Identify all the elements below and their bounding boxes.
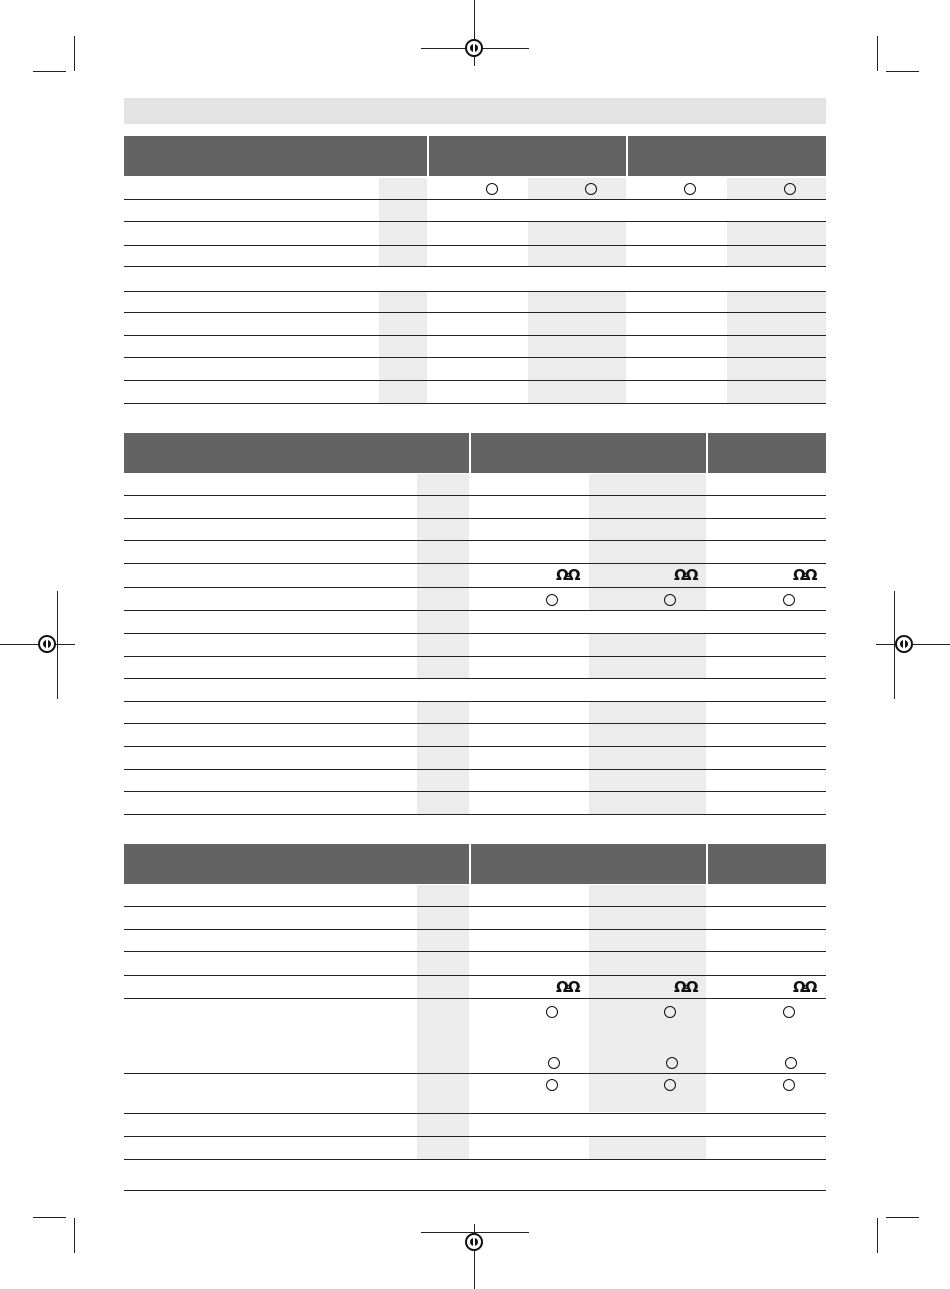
double-omega-glyph: ΩΩ [793, 978, 817, 996]
open-circle-icon [783, 1006, 795, 1018]
table-row [124, 312, 826, 313]
crop-mark-top-left-v [74, 36, 75, 71]
table-2-shaded-column [589, 702, 706, 814]
open-circle-icon [666, 1057, 678, 1069]
open-circle-icon [783, 1079, 795, 1091]
table-row [124, 1159, 826, 1160]
open-circle-icon [664, 1006, 676, 1018]
crop-mark-bottom-right-v [877, 1218, 878, 1253]
table-row [124, 929, 826, 930]
table-1-unit-column [379, 200, 427, 266]
open-circle-icon [783, 594, 795, 606]
table-row [124, 403, 826, 404]
table-row [124, 998, 826, 999]
open-circle-icon [585, 183, 597, 195]
table-row [124, 678, 826, 679]
table-row [124, 335, 826, 336]
table-row [124, 656, 826, 657]
open-circle-icon [785, 1057, 797, 1069]
table-row [124, 221, 826, 222]
table-row [124, 1190, 826, 1191]
crop-mark-left-center [57, 591, 58, 699]
table-3-header-divider [469, 844, 471, 884]
table-2-header-divider [469, 433, 471, 473]
page-title-bar [124, 98, 826, 124]
open-circle-icon [546, 1079, 558, 1091]
table-row [124, 975, 826, 976]
open-circle-icon [546, 1006, 558, 1018]
registration-mark-icon [38, 635, 56, 653]
table-row [124, 495, 826, 496]
table-row [124, 291, 826, 292]
table-row [124, 199, 826, 200]
double-omega-glyph: ΩΩ [674, 978, 698, 996]
double-omega-icon [556, 568, 580, 583]
table-row [124, 814, 826, 815]
double-omega-glyph: ΩΩ [674, 566, 698, 584]
table-3-shaded-column [589, 1137, 706, 1159]
table-row [124, 380, 826, 381]
crop-mark-right-center-h [876, 644, 950, 645]
open-circle-icon [784, 183, 796, 195]
table-1-shaded-column [528, 222, 626, 266]
crop-mark-top-right-v [877, 36, 878, 71]
table-2-unit-column [417, 702, 469, 814]
registration-mark-icon [465, 1233, 483, 1251]
table-2-header [124, 433, 826, 473]
crop-mark-bottom-left-v [74, 1218, 75, 1253]
open-circle-icon [664, 1079, 676, 1091]
double-omega-icon [674, 980, 698, 995]
table-1-shaded-column [528, 292, 626, 403]
table-row [124, 701, 826, 702]
table-3-header [124, 844, 826, 884]
table-3-header-divider [706, 844, 708, 884]
table-row [124, 951, 826, 952]
table-row [124, 1073, 826, 1074]
table-1-unit-column [379, 292, 427, 403]
table-2-unit-column [417, 474, 469, 679]
registration-mark-icon [465, 39, 483, 57]
table-1-shaded-column [528, 178, 626, 199]
open-circle-icon [548, 1057, 560, 1069]
table-row [124, 1113, 826, 1114]
table-row [124, 587, 826, 588]
table-row [124, 1136, 826, 1137]
table-1-shaded-column [727, 292, 826, 403]
table-row [124, 610, 826, 611]
table-row [124, 563, 826, 564]
open-circle-icon [486, 183, 498, 195]
double-omega-icon [674, 568, 698, 583]
table-1-shaded-column [727, 178, 826, 199]
table-1-unit-column [379, 178, 427, 199]
table-1-header [124, 136, 826, 176]
table-row [124, 518, 826, 519]
table-row [124, 357, 826, 358]
table-row [124, 769, 826, 770]
table-row [124, 723, 826, 724]
table-1-header-divider [427, 136, 429, 176]
double-omega-glyph: ΩΩ [556, 978, 580, 996]
table-1-header-divider [626, 136, 628, 176]
open-circle-icon [684, 183, 696, 195]
double-omega-icon [793, 568, 817, 583]
table-row [124, 633, 826, 634]
double-omega-icon [556, 980, 580, 995]
crop-mark-top-right-h [886, 71, 919, 72]
registration-mark-icon [895, 635, 913, 653]
table-row [124, 906, 826, 907]
table-row [124, 266, 826, 267]
crop-mark-bottom-left-h [33, 1217, 66, 1218]
table-row [124, 746, 826, 747]
table-1-shaded-column [727, 222, 826, 266]
crop-mark-top-left-h [33, 71, 66, 72]
double-omega-glyph: ΩΩ [793, 566, 817, 584]
table-3-unit-column [417, 885, 469, 1159]
table-row [124, 540, 826, 541]
double-omega-glyph: ΩΩ [556, 566, 580, 584]
open-circle-icon [664, 594, 676, 606]
table-row [124, 791, 826, 792]
double-omega-icon [793, 980, 817, 995]
crop-mark-bottom-right-h [886, 1217, 919, 1218]
open-circle-icon [546, 594, 558, 606]
table-row [124, 245, 826, 246]
table-2-header-divider [706, 433, 708, 473]
